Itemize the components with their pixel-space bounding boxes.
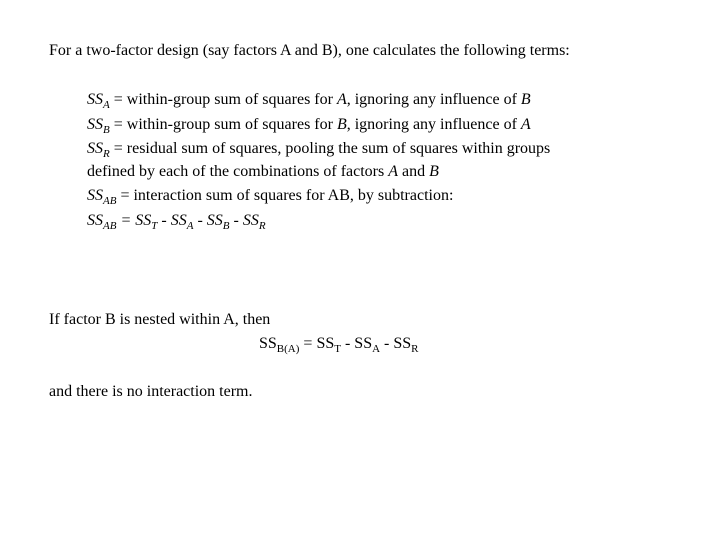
ssb-other-factor: A [520,116,531,133]
ssb-factor: B [336,116,347,133]
nested-minus-1: - [340,335,355,352]
ssr-text-1: = residual sum of squares, pooling the sum of squares within groups [109,140,551,157]
conclusion-text: and there is no interaction term. [49,383,253,400]
ssa-text-1: = within-group sum of squares for [109,91,337,108]
nested-sst-symbol: SS [316,335,335,352]
nested-sst-subscript: T [334,343,341,355]
ssb-symbol: SS [87,116,103,133]
eq-sst-subscript: T [151,220,158,232]
nested-lhs-symbol: SS [259,335,277,352]
nested-equation [259,334,419,354]
eq-minus-1: - [157,212,171,229]
term-ssab [87,186,453,206]
nested-ssr-subscript: R [411,343,419,355]
eq-ssb-subscript: B [222,220,230,232]
nested-minus-2: - [380,335,394,352]
nested-intro: If factor B is nested within A, then [49,311,271,328]
ssa-subscript: A [103,99,110,111]
ssr-and: and [398,163,430,180]
term-ssb [87,115,531,135]
ssb-subscript: B [103,124,110,136]
eq-lhs-symbol: SS [87,212,103,229]
ssr-line2-text: defined by each of the combinations of factors [87,163,389,180]
nested-ssa-subscript: A [372,343,381,355]
eq-lhs-subscript: AB [103,220,117,232]
nested-lhs-subscript: B(A) [276,343,300,355]
ssb-text-2: , ignoring any influence of [346,116,521,133]
eq-ssa-subscript: A [186,220,194,232]
ssa-text-2: , ignoring any influence of [346,91,521,108]
ssa-other-factor: B [520,91,531,108]
ssb-text-1: = within-group sum of squares for [109,116,337,133]
ssr-factor-b: B [429,163,439,180]
eq-ssr-symbol: SS [242,212,259,229]
ssab-subscript: AB [103,195,117,207]
term-ssa [87,90,531,110]
eq-minus-3: - [229,212,243,229]
ssa-factor: A [336,91,347,108]
eq-ssa-symbol: SS [170,212,187,229]
ssab-symbol: SS [87,187,103,204]
nested-ssr-symbol: SS [393,335,412,352]
term-ssr-continued [87,162,439,182]
ssa-symbol: SS [87,91,103,108]
eq-equals: = [116,212,136,229]
eq-ssb-symbol: SS [206,212,223,229]
ssr-symbol: SS [87,140,103,157]
nested-ssa-symbol: SS [354,335,373,352]
eq-minus-2: - [193,212,207,229]
term-ssr [87,139,550,159]
intro-text: For a two-factor design (say factors A and B), one calculates the following terms: [49,42,570,59]
eq-ssr-subscript: R [258,220,266,232]
ssab-equation [87,211,266,231]
eq-sst-symbol: SS [135,212,152,229]
ssr-subscript: R [103,148,110,160]
ssab-text-1: = interaction sum of squares for AB, by subtraction: [116,187,454,204]
nested-equals: = [299,335,317,352]
ssr-factor-a: A [388,163,399,180]
